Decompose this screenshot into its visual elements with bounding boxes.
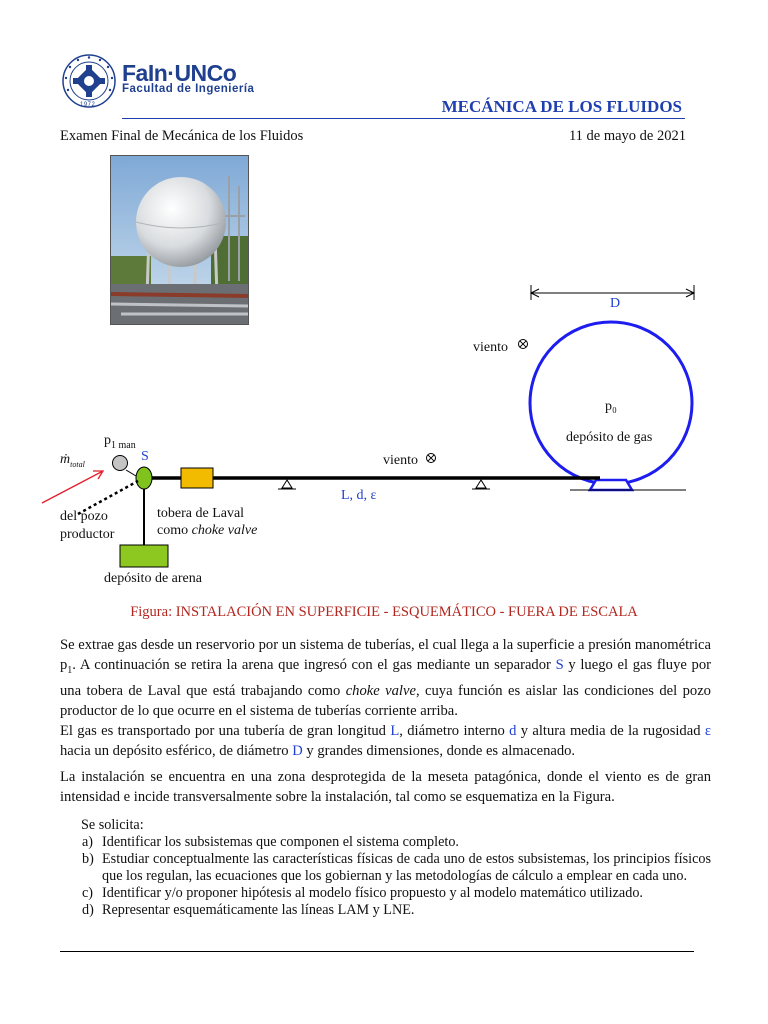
wind-icon-mid (427, 454, 436, 463)
wind-label-mid: viento (383, 453, 418, 468)
pipe-support (278, 480, 490, 489)
p0-label: p₀ (605, 399, 617, 414)
university-seal (62, 54, 116, 108)
tank-label: depósito de gas (566, 430, 653, 445)
separator (136, 467, 152, 489)
mass-flow-arrow (42, 471, 103, 503)
list-item: d) Representar esquemáticamente las líneas LAM y LNE. (82, 902, 415, 918)
sand-label: depósito de arena (104, 571, 202, 586)
course-title: MECÁNICA DE LOS FLUIDOS (441, 97, 682, 116)
paragraph-2: El gas es transportado por una tubería de gran longitud L, diámetro interno d y altura media de la rugosidad ε hacia un depósito esférico, de diámetro D y grandes dimensiones, donde es almacenado. (60, 723, 711, 759)
separator-label: S (141, 449, 149, 464)
list-item: b) Estudiar conceptualmente las características físicas de cada uno de estos subsistemas, los principios físicos que los regulan, las ecuaciones que los gobiernan y las metodologías de cálculo a emplear en cada uno. (82, 851, 711, 884)
pressure-gauge (113, 456, 128, 471)
exam-title: Examen Final de Mecánica de los Fluidos (60, 128, 304, 144)
exam-date: 11 de mayo de 2021 (568, 128, 686, 144)
well-label: del pozo productor (60, 509, 115, 542)
wind-icon-top (519, 340, 528, 349)
request-list (82, 834, 711, 919)
laval-nozzle (181, 468, 213, 488)
list-item: a) Identificar los subsistemas que componen el sistema completo. (82, 834, 459, 850)
p1-label: $p_{1 man}$ (104, 433, 136, 451)
header-rule (122, 118, 685, 119)
tank-support (590, 480, 632, 490)
faculty-name: Facultad de Ingeniería (122, 83, 255, 95)
sand-deposit (120, 545, 168, 567)
mass-flow-label: ṁ$_{total}$ (60, 452, 85, 469)
footer-rule (60, 951, 694, 952)
pipe-label: L, d, ε (341, 488, 377, 503)
paragraph-1: Se extrae gas desde un reservorio por un sistema de tuberías, el cual llega a la superficie a presión manométrica $p_1$. A continuación se retira la arena que ingresó con el gas mediante un separador S y luego el gas fluye por una tobera de Laval que está trabajando como choke valve, cuya función es aislar las condiciones del pozo productor de lo que ocurre en el sistema de tuberías corriente arriba. (60, 637, 711, 719)
figure-caption: Figura: INSTALACIÓN EN SUPERFICIE - ESQUEMÁTICO - FUERA DE ESCALA (130, 604, 638, 620)
request-intro: Se solicita: (81, 817, 144, 833)
faculty-logo-text: FaIn·UNCo (122, 60, 237, 86)
paragraph-3: La instalación se encuentra en una zona desprotegida de la meseta patagónica, donde el viento es de gran intensidad e incide transversalmente sobre la instalación, tal como se esquematiza en la Figura. (60, 769, 711, 805)
seal-year: 1972 (80, 102, 96, 108)
list-item: c) Identificar y/o proponer hipótesis al modelo físico propuesto y al modelo matemático utilizado. (82, 885, 643, 901)
wind-label-top: viento (473, 340, 508, 355)
laval-label: tobera de Laval como choke valve (157, 506, 258, 538)
diameter-label: D (610, 296, 621, 311)
